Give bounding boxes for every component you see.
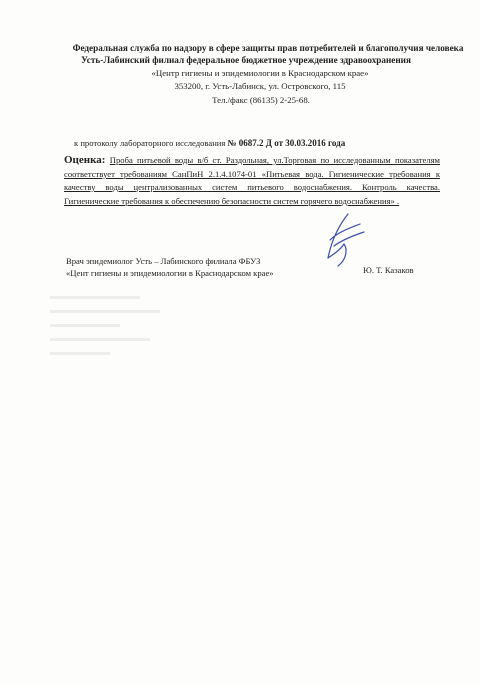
assessment-label: Оценка: [64, 154, 102, 166]
protocol-number: № 0687.2 Д от 30.03.2016 года: [227, 138, 346, 148]
assessment-paragraph: [64, 154, 440, 208]
assessment-text: Проба питьевой воды в/б ст. Раздольная, ул.Торговая по исследованным показателям соответствует требованиям СанПиН 2.1.4.1074-01 «Питьевая вода. Гигиенические требования к качеству воды централизованных систем питьевого водоснабжения. Контроль качества. Гигиенические требования к обеспечению безопасности систем горячего водоснабжения» .: [64, 155, 440, 206]
agency-title: Федеральная служба по надзору в сфере защиты прав потребителей и благополучия человека: [72, 43, 464, 53]
address: 353200, г. Усть-Лабинск, ул. Островского, 115: [174, 81, 346, 91]
signer-position-line1: Врач эпидемиолог Усть – Лабинского филиала ФБУЗ: [66, 256, 261, 266]
signer-name: Ю. Т. Казаков: [363, 265, 414, 275]
handwritten-signature: [320, 210, 368, 270]
phone-fax: Тел./факс (86135) 2-25-68.: [212, 95, 310, 105]
center-name: «Центр гигиены и эпидемиологии в Краснодарском крае»: [151, 68, 369, 78]
protocol-prefix: к протоколу лабораторного исследования: [74, 138, 226, 148]
signer-position: [66, 255, 274, 279]
letterhead: [0, 42, 480, 106]
bleed-through-shadow: [50, 296, 170, 396]
protocol-reference: [74, 138, 345, 148]
signer-position-line2: «Цент гигиены и эпидемиологии в Краснодарском крае»: [66, 268, 274, 278]
assessment-colon: :: [101, 154, 106, 166]
branch-title: Усть-Лабинский филиал федеральное бюджетное учреждение здравоохранения: [81, 55, 411, 65]
